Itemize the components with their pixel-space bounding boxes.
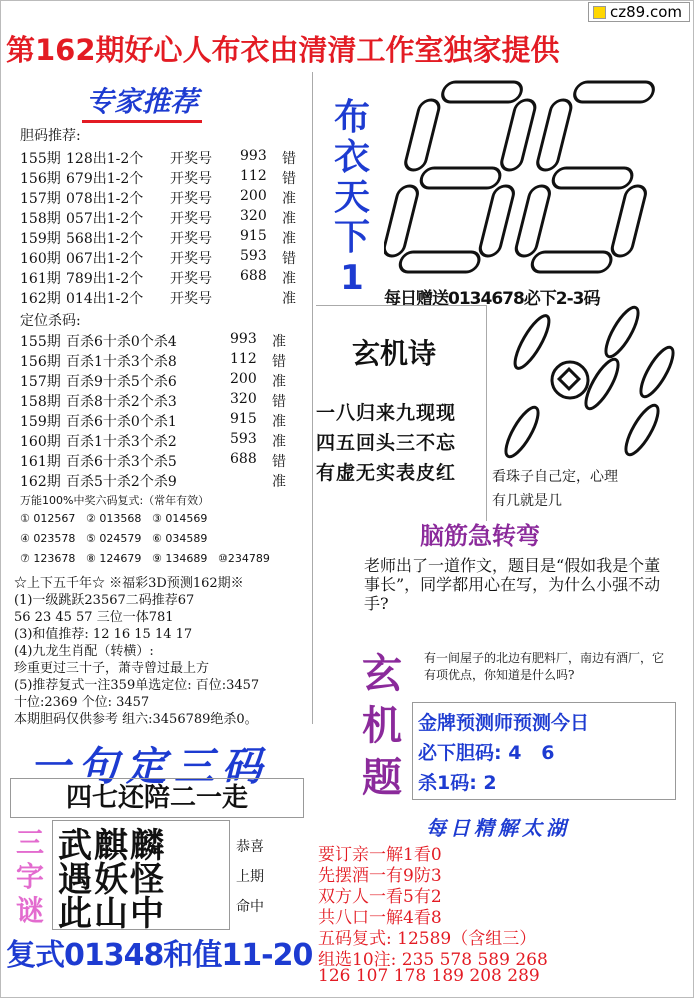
riddle-side-2: 字 — [15, 860, 44, 893]
slogan-text: 四七还陪二一走 — [10, 778, 304, 818]
wanneng-item: ⑥ 034589 — [152, 532, 208, 545]
dan-res: 错 — [282, 251, 296, 267]
xuanji-ti-side — [358, 648, 406, 804]
gift-text: 每日赠送0134678必下2-3码 — [384, 289, 600, 309]
poem-line-2: 四五回头三不忘 — [316, 432, 457, 454]
daily-line: 要订亲一解1看0 — [318, 845, 442, 865]
dan-res: 错 — [282, 171, 296, 187]
poem-line-1: 一八归来九现现 — [316, 402, 457, 424]
dan-pick: 128出1-2个 — [66, 151, 144, 167]
kill-pick: 百杀9十杀5个杀6 — [66, 374, 177, 390]
kill-res: 错 — [272, 394, 286, 410]
riddle-side — [12, 826, 48, 932]
fushi-text: 复式01348和值11-20 — [6, 938, 313, 973]
kill-issue: 161期 — [20, 454, 61, 470]
wanneng-item: ⑧ 124679 — [86, 552, 142, 565]
gold-title: 金牌预测师预测今日 — [418, 712, 590, 734]
kill-issue: 158期 — [20, 394, 61, 410]
congrats-1: 恭喜 — [236, 839, 264, 855]
wanneng-item: ⑦ 123678 — [20, 552, 76, 565]
dan-pick: 679出1-2个 — [66, 171, 144, 187]
dan-pick: 568出1-2个 — [66, 231, 144, 247]
wanneng-item: ② 013568 — [86, 512, 142, 525]
daily-heading: 每日精解太湖 — [426, 816, 570, 840]
riddle-line-2: 遇妖怪 — [58, 860, 166, 900]
congrats-3: 命中 — [236, 899, 264, 915]
buyi-char-1: 布 — [333, 97, 370, 138]
kill-res: 准 — [272, 434, 286, 450]
congrats — [236, 832, 276, 922]
gold-dan: 必下胆码: 4 6 — [418, 742, 555, 764]
dan-num: 112 — [240, 168, 267, 184]
xuanji-ti-char-2: 机 — [362, 703, 402, 749]
brain-text: 老师出了一道作文，题目是“假如我是个董事长”，同学都用心在写，为什么小强不动手? — [364, 556, 661, 613]
dan-pick: 057出1-2个 — [66, 211, 144, 227]
kill-res: 错 — [272, 354, 286, 370]
kill-pick: 百杀6十杀0个杀4 — [66, 334, 177, 350]
page-title: 第162期好心人布衣由清清工作室独家提供 — [6, 33, 560, 66]
kill-res: 准 — [272, 474, 286, 490]
kill-pick: 百杀8十杀2个杀3 — [66, 394, 177, 410]
dan-tag: 开奖号 — [170, 251, 212, 267]
xuanji-ti-char-3: 题 — [362, 755, 402, 801]
beads-illustration — [492, 302, 682, 462]
kill-pick: 百杀1十杀3个杀2 — [66, 434, 177, 450]
kill-num: 688 — [230, 451, 257, 467]
forecast-line: 十位:2369 个位: 3457 — [14, 695, 150, 710]
dan-res: 准 — [282, 271, 296, 287]
forecast-line: (5)推荐复式一注359单选定位: 百位:3457 — [14, 678, 260, 693]
kill-num: 320 — [230, 391, 257, 407]
seven-segment-digits — [384, 72, 674, 282]
dan-issue: 158期 — [20, 211, 61, 227]
wanneng-item: ⑨ 134689 — [152, 552, 208, 565]
kill-res: 准 — [272, 334, 286, 350]
dan-issue: 155期 — [20, 151, 61, 167]
dan-tag: 开奖号 — [170, 211, 212, 227]
daily-line: 组选10注: 235 578 589 268 — [318, 950, 548, 970]
dan-tag: 开奖号 — [170, 291, 212, 307]
dan-pick: 789出1-2个 — [66, 271, 144, 287]
brain-heading: 脑筋急转弯 — [420, 522, 540, 550]
beads-caption-1: 看珠子自己定，心理 — [492, 469, 618, 485]
wanneng-item: ① 012567 — [20, 512, 76, 525]
kill-label: 定位杀码: — [20, 313, 81, 329]
kill-issue: 159期 — [20, 414, 61, 430]
dan-res: 准 — [282, 231, 296, 247]
dan-issue: 159期 — [20, 231, 61, 247]
dan-res: 准 — [282, 211, 296, 227]
dan-pick: 078出1-2个 — [66, 191, 144, 207]
wanneng-label: 万能100%中奖六码复式:（常年有效） — [20, 494, 210, 507]
riddle-side-3: 谜 — [15, 894, 44, 927]
dan-issue: 162期 — [20, 291, 61, 307]
dan-num: 320 — [240, 208, 267, 224]
dan-tag: 开奖号 — [170, 231, 212, 247]
kill-issue: 160期 — [20, 434, 61, 450]
dan-tag: 开奖号 — [170, 271, 212, 287]
dan-tag: 开奖号 — [170, 191, 212, 207]
forecast-line: (4)九龙生肖配（转横）: — [14, 644, 154, 659]
dan-tag: 开奖号 — [170, 151, 212, 167]
buyi-char-4: 下 — [333, 217, 370, 258]
dan-pick: 067出1-2个 — [66, 251, 144, 267]
kill-pick: 百杀5十杀2个杀9 — [66, 474, 177, 490]
dan-num: 688 — [240, 268, 267, 284]
daily-line: 双方人一看5有2 — [318, 887, 442, 907]
kill-pick: 百杀6十杀0个杀1 — [66, 414, 177, 430]
dan-issue: 160期 — [20, 251, 61, 267]
riddle-line-1: 武麒麟 — [58, 826, 166, 866]
forecast-line: 56 23 45 57 三位一体781 — [14, 610, 174, 625]
kill-res: 错 — [272, 454, 286, 470]
dan-issue: 157期 — [20, 191, 61, 207]
wanneng-item: ⑤ 024579 — [86, 532, 142, 545]
site-badge[interactable] — [588, 2, 690, 22]
forecast-line: ☆上下五千年☆ ※福彩3D预测162期※ — [14, 576, 244, 591]
daily-line: 共八口一解4看8 — [318, 908, 442, 928]
xuanji-ti-text: 有一间屋子的北边有肥料厂，南边有酒厂，它有项优点，你知道是什么吗? — [424, 651, 665, 682]
dan-issue: 156期 — [20, 171, 61, 187]
daily-line: 五码复式: 12589（含组三） — [318, 929, 537, 949]
dan-issue: 161期 — [20, 271, 61, 287]
dan-res: 准 — [282, 191, 296, 207]
daily-line: 先摆酒一有9防3 — [318, 866, 442, 886]
daily-line: 126 107 178 189 208 289 — [318, 966, 540, 986]
kill-issue: 157期 — [20, 374, 61, 390]
kill-num: 915 — [230, 411, 257, 427]
gold-kill: 杀1码: 2 — [418, 772, 497, 794]
dan-num: 993 — [240, 148, 267, 164]
site-badge-label: cz89.com — [610, 3, 683, 21]
forecast-line: (1)一级跳跃23567二码推荐67 — [14, 593, 195, 608]
forecast-line: (3)和值推荐: 12 16 15 14 17 — [14, 627, 193, 642]
dan-num: 593 — [240, 248, 267, 264]
dan-tag: 开奖号 — [170, 171, 212, 187]
wanneng-item: ⑩234789 — [218, 552, 270, 565]
riddle-side-1: 三 — [15, 826, 44, 859]
expert-heading: 专家推荐 — [82, 80, 202, 123]
forecast-line: 本期胆码仅供参考 组六:3456789绝杀0。 — [14, 712, 258, 727]
poem-line-3: 有虚无实表皮红 — [316, 462, 457, 484]
dan-num: 200 — [240, 188, 267, 204]
buyi-char-5: 1 — [340, 258, 364, 298]
dan-res: 错 — [282, 151, 296, 167]
forecast-line: 珍重更过三十子，萧寺曾过最上方 — [14, 661, 210, 676]
dan-num: 915 — [240, 228, 267, 244]
kill-pick: 百杀1十杀3个杀8 — [66, 354, 177, 370]
kill-num: 593 — [230, 431, 257, 447]
kill-num: 993 — [230, 331, 257, 347]
beads-caption-2: 有几就是几 — [492, 493, 562, 509]
buyi-vertical — [330, 98, 374, 298]
kill-res: 准 — [272, 414, 286, 430]
dan-label: 胆码推荐: — [20, 128, 81, 144]
buyi-char-3: 天 — [333, 177, 370, 218]
dan-pick: 014出1-2个 — [66, 291, 144, 307]
kill-issue: 156期 — [20, 354, 61, 370]
riddle-line-3: 此山中 — [58, 894, 166, 934]
kill-num: 200 — [230, 371, 257, 387]
kill-issue: 155期 — [20, 334, 61, 350]
dan-res: 准 — [282, 291, 296, 307]
buyi-char-2: 衣 — [333, 137, 370, 178]
kill-pick: 百杀6十杀3个杀5 — [66, 454, 177, 470]
square-icon — [593, 6, 606, 19]
kill-res: 准 — [272, 374, 286, 390]
slogan-heading: 一句定三码 — [30, 744, 270, 790]
kill-issue: 162期 — [20, 474, 61, 490]
wanneng-item: ④ 023578 — [20, 532, 76, 545]
kill-num: 112 — [230, 351, 257, 367]
wanneng-item: ③ 014569 — [152, 512, 208, 525]
xuanji-ti-char-1: 玄 — [362, 651, 402, 697]
poem-heading: 玄机诗 — [352, 337, 437, 370]
congrats-2: 上期 — [236, 869, 264, 885]
